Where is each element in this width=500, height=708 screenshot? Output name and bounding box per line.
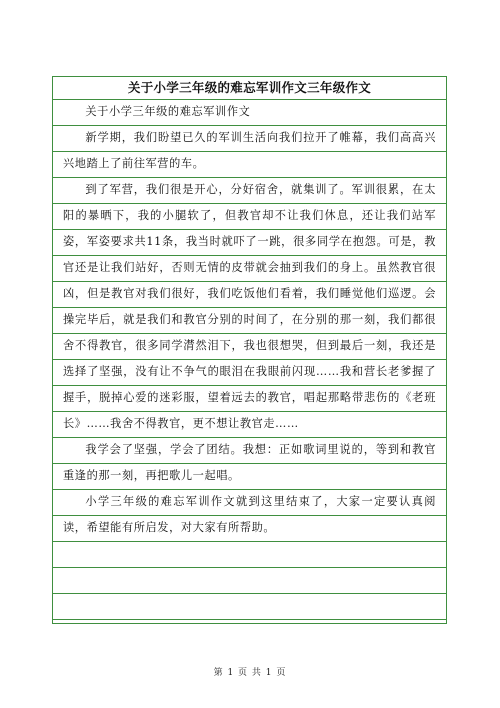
body-paragraph: 到了军营，我们很是开心，分好宿舍，就集训了。军训很累，在太阳的暴晒下，我的小腿软了，但教官却不让我们休息，还让我们站军姿，军姿要求共11条，我当时就吓了一跳，很多同学在抱怨。可是，教官还是让我们站好，否则无情的皮带就会抽到我们的身上。虽然教官很凶，但是教官对我们很好，我们吃饭他们看着，我们睡觉他们巡逻。会操完毕后，就是我们和教官分别的时间了，在分别的那一刻，我们都很舍不得教官，很多同学潸然泪下，我也很想哭，但到最后一刻，我还是选择了坚强，没有让不争气的眼泪在我眼前闪现……我和营长老爹握了握手，脱掉心爱的迷彩服，望着远去的教官，唱起那略带悲伤的《老班长》……我舍不得教官，更不想让教官走…… <box>63 183 436 430</box>
page-number: 第 1 页 共 1 页 <box>213 668 287 678</box>
closing-paragraph: 小学三年级的难忘军训作文就到这里结束了，大家一定要认真阅读，希望能有所启发，对大家有所帮助。 <box>63 495 436 534</box>
document-title: 关于小学三年级的难忘军训作文三年级作文 <box>53 77 446 100</box>
ruled-line <box>53 593 446 620</box>
ruled-line <box>53 567 446 594</box>
ruled-line <box>53 541 446 568</box>
body-paragraph: 我学会了坚强，学会了团结。我想：正如歌词里说的，等到和教官重逢的那一刻，再把歌儿一起唱。 <box>63 443 436 482</box>
subtitle-paragraph: 关于小学三年级的难忘军训作文 <box>85 105 251 118</box>
document-sheet <box>52 76 447 624</box>
body-paragraph: 新学期，我们盼望已久的军训生活向我们拉开了帷幕，我们高高兴兴地踏上了前往军营的车。 <box>63 131 436 170</box>
document-body <box>63 99 436 541</box>
